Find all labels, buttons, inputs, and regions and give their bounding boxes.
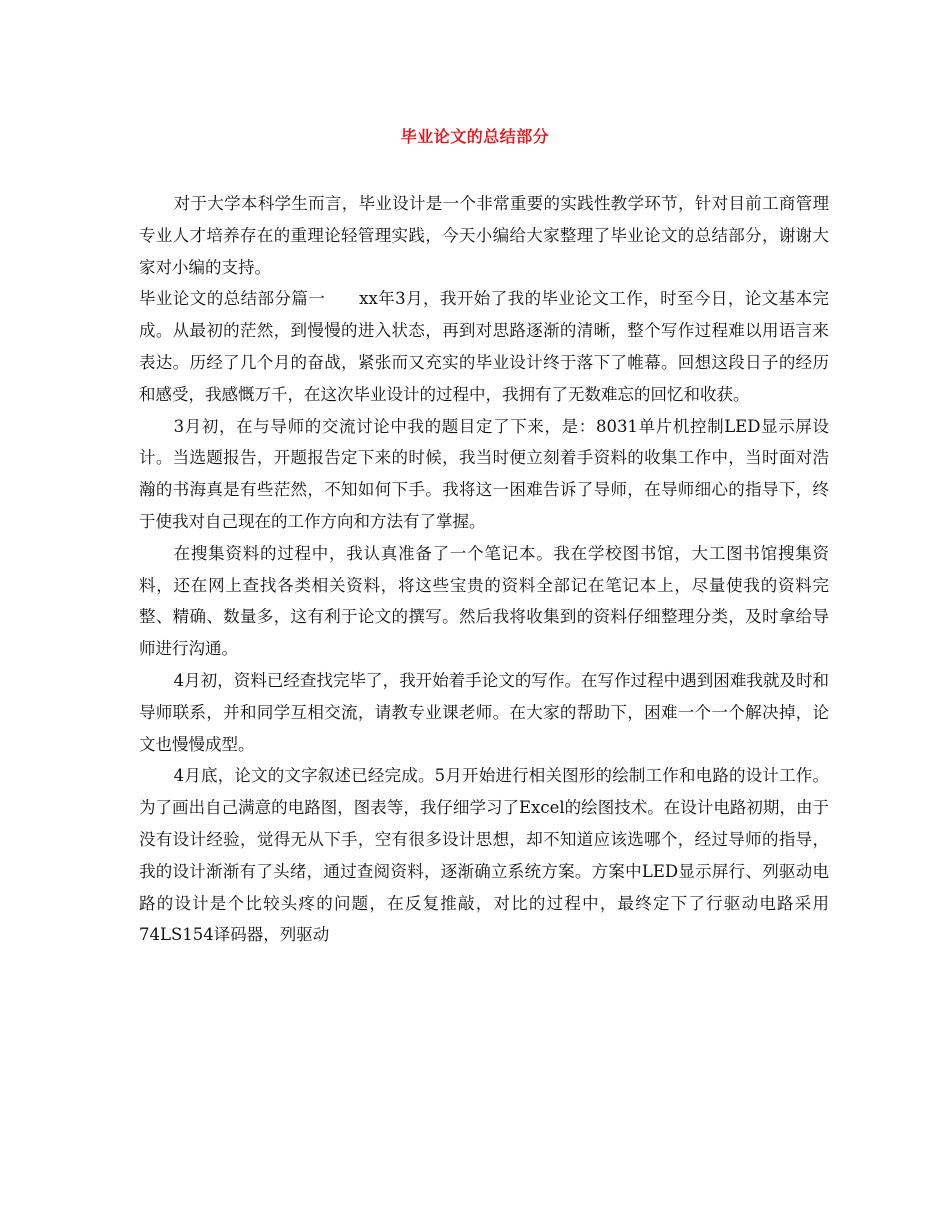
paragraph-research: 在搜集资料的过程中，我认真准备了一个笔记本。我在学校图书馆，大工图书馆搜集资料，还在网上查找各类相关资料，将这些宝贵的资料全部记在笔记本上，尽量使我的资料完整、精确、数量多，这有利于论文的撰写。然后我将收集到的资料仔细整理分类，及时拿给导师进行沟通。 bbox=[139, 543, 829, 659]
document-body bbox=[139, 188, 829, 951]
document-title: 毕业论文的总结部分 bbox=[400, 127, 550, 146]
paragraph-march: 3月初，在与导师的交流讨论中我的题目定了下来，是：8031单片机控制LED显示屏设计。当选题报告，开题报告定下来的时候，我当时便立刻着手资料的收集工作中，当时面对浩瀚的书海真是有些茫然，不知如何下手。我将这一困难告诉了导师，在导师细心的指导下，终于使我对自己现在的工作方向和方法有了掌握。 bbox=[139, 416, 829, 531]
paragraph-intro: 对于大学本科学生而言，毕业设计是一个非常重要的实践性教学环节，针对目前工商管理专业人才培养存在的重理论轻管理实践，今天小编给大家整理了毕业论文的总结部分，谢谢大家对小编的支持。 bbox=[139, 194, 829, 277]
paragraph-april-end: 4月底，论文的文字叙述已经完成。5月开始进行相关图形的绘制工作和电路的设计工作。为了画出自己满意的电路图，图表等，我仔细学习了Excel的绘图技术。在设计电路初期，由于没有设计经验，觉得无从下手，空有很多设计思想，却不知道应该选哪个，经过导师的指导，我的设计渐渐有了头绪，通过查阅资料，逐渐确立系统方案。方案中LED显示屏行、列驱动电路的设计是个比较头疼的问题，在反复推敲，对比的过程中，最终定下了行驱动电路采用74LS154译码器，列驱动 bbox=[139, 766, 829, 945]
paragraph-section-one: 毕业论文的总结部分篇一 xx年3月，我开始了我的毕业论文工作，时至今日，论文基本完成。从最初的茫然，到慢慢的进入状态，再到对思路逐渐的清晰，整个写作过程难以用语言来表达。历经了几个月的奋战，紧张而又充实的毕业设计终于落下了帷幕。回想这段日子的经历和感受，我感慨万千，在这次毕业设计的过程中，我拥有了无数难忘的回忆和收获。 bbox=[139, 289, 829, 404]
paragraph-april-start: 4月初，资料已经查找完毕了，我开始着手论文的写作。在写作过程中遇到困难我就及时和导师联系，并和同学互相交流，请教专业课老师。在大家的帮助下，困难一个一个解决掉，论文也慢慢成型。 bbox=[139, 670, 829, 754]
